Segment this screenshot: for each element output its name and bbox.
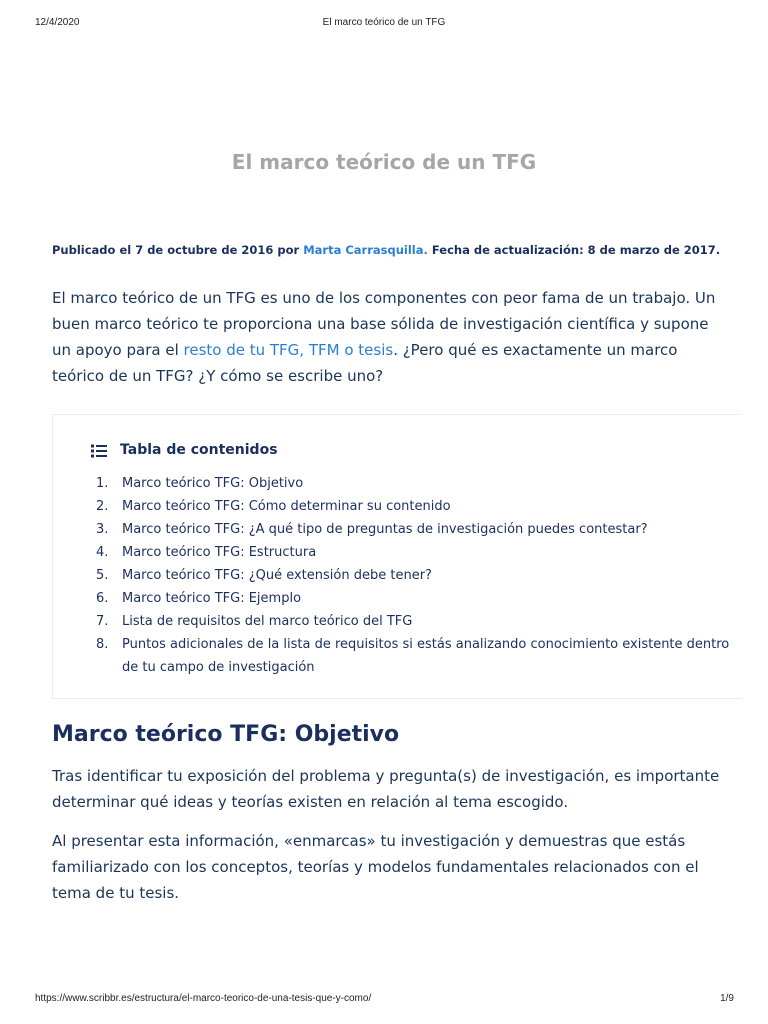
intro-paragraph	[52, 285, 732, 389]
print-date: 12/4/2020	[35, 17, 80, 28]
toc-item-link[interactable]: Marco teórico TFG: Cómo determinar su contenido	[122, 499, 451, 514]
section-paragraph-2: Al presentar esta información, «enmarcas» tu investigación y demuestras que estás familiarizado con los conceptos, teorías y modelos fundamentales relacionados con el tema de tu tesis.	[52, 832, 699, 902]
toc-item[interactable]	[96, 633, 736, 679]
list-icon	[91, 443, 107, 457]
print-footer	[0, 993, 768, 1007]
intro-text-before: El marco teórico de un TFG es uno de los componentes con peor fama de un trabajo. Un buen marco teórico te proporciona una base sólida de investigación científica y supone un apoyo para el	[52, 289, 716, 359]
toc-item-number: 6.	[96, 591, 109, 606]
toc-item-link[interactable]: Lista de requisitos del marco teórico del TFG	[122, 614, 413, 629]
section-paragraph-1: Tras identificar tu exposición del problema y pregunta(s) de investigación, es importante determinar qué ideas y teorías existen en relación al tema escogido.	[52, 767, 720, 811]
intro-link[interactable]: resto de tu TFG, TFM o tesis	[183, 341, 394, 359]
toc-item-link[interactable]: Marco teórico TFG: ¿Qué extensión debe tener?	[122, 568, 432, 583]
toc-item-link[interactable]: Marco teórico TFG: ¿A qué tipo de preguntas de investigación puedes contestar?	[122, 522, 648, 537]
toc-header	[91, 440, 278, 460]
toc-item-link[interactable]: Puntos adicionales de la lista de requisitos si estás analizando conocimiento existente dentro de tu campo de investigación	[122, 637, 730, 675]
toc-item-link[interactable]: Marco teórico TFG: Estructura	[122, 545, 317, 560]
toc-item-number: 2.	[96, 499, 109, 514]
toc-item[interactable]	[96, 587, 736, 610]
page-number: 1/9	[720, 993, 734, 1004]
toc-item[interactable]	[96, 495, 736, 518]
print-url: https://www.scribbr.es/estructura/el-marco-teorico-de-una-tesis-que-y-como/	[35, 993, 372, 1004]
meta-suffix: Fecha de actualización: 8 de marzo de 2017.	[427, 243, 721, 257]
toc-item[interactable]	[96, 518, 736, 541]
toc-item[interactable]	[96, 564, 736, 587]
toc-item-number: 8.	[96, 637, 109, 652]
intro-text-after: . ¿Pero qué es exactamente un marco teórico de un TFG? ¿Y cómo se escribe uno?	[52, 341, 678, 385]
toc-item[interactable]	[96, 610, 736, 633]
table-of-contents	[52, 414, 742, 699]
meta-prefix: Publicado el 7 de octubre de 2016 por	[52, 243, 304, 257]
author-link[interactable]: Marta Carrasquilla.	[303, 243, 428, 257]
print-header	[0, 17, 768, 31]
toc-item[interactable]	[96, 541, 736, 564]
toc-item-number: 4.	[96, 545, 109, 560]
toc-list	[96, 472, 736, 679]
section-heading-objetivo: Marco teórico TFG: Objetivo	[52, 722, 400, 747]
toc-item-number: 7.	[96, 614, 109, 629]
toc-item-link[interactable]: Marco teórico TFG: Ejemplo	[122, 591, 302, 606]
page-title: El marco teórico de un TFG	[231, 150, 537, 174]
toc-item-number: 5.	[96, 568, 109, 583]
toc-item[interactable]	[96, 472, 736, 495]
toc-item-number: 3.	[96, 522, 109, 537]
toc-item-link[interactable]: Marco teórico TFG: Objetivo	[122, 476, 304, 491]
publication-meta	[52, 243, 732, 257]
toc-title: Tabla de contenidos	[120, 442, 278, 458]
toc-item-number: 1.	[96, 476, 109, 491]
print-title: El marco teórico de un TFG	[322, 17, 446, 28]
